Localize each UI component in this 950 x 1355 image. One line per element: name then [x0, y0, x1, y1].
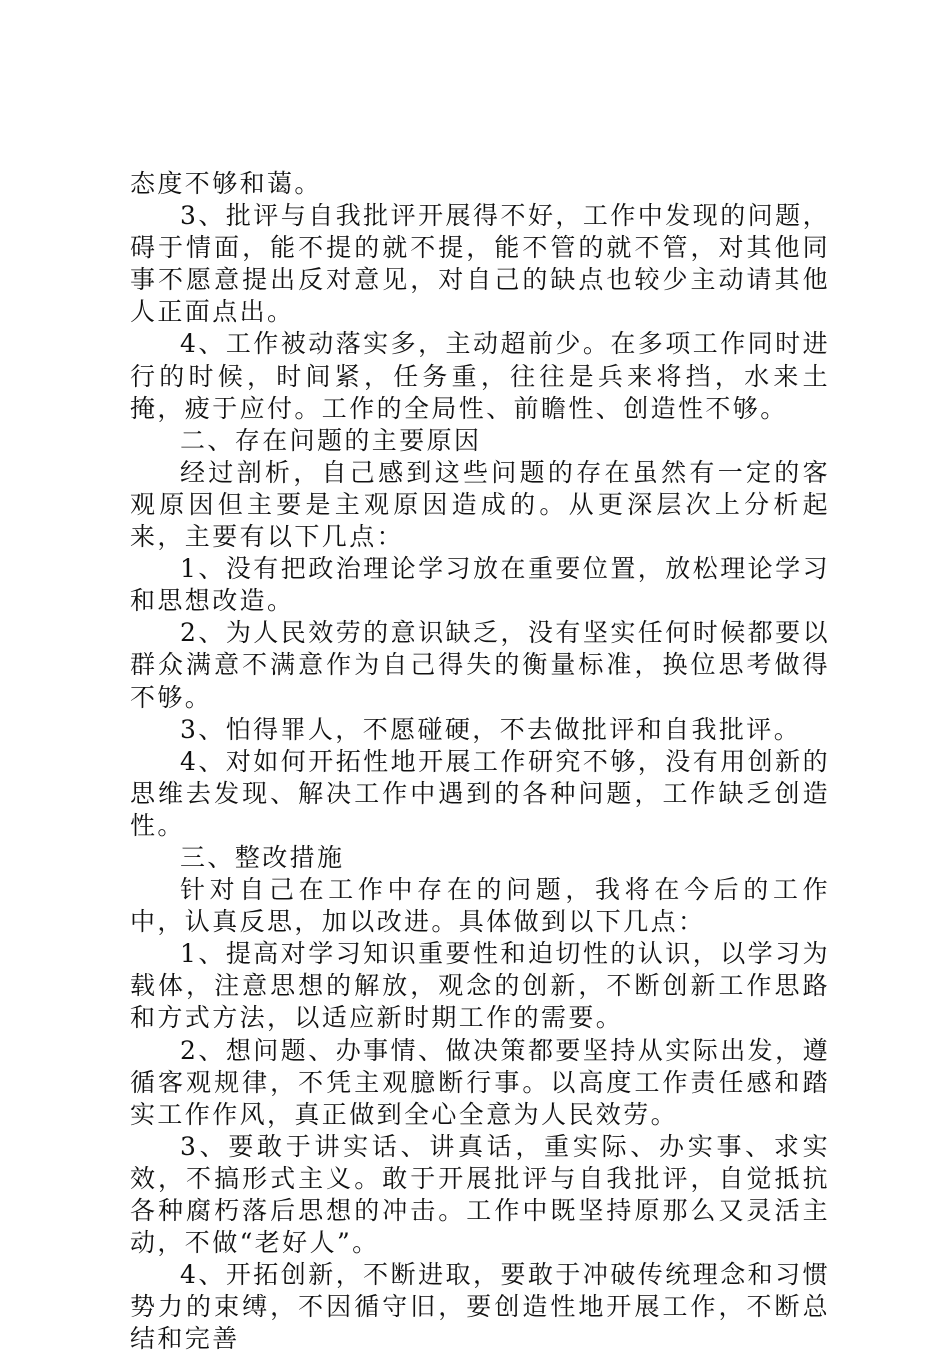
- paragraph-measure-1: 1、提高对学习知识重要性和迫切性的认识，以学习为载体，注意思想的解放，观念的创新，不断创新工作思路和方式方法，以适应新时期工作的需要。: [130, 939, 830, 1033]
- paragraph-cause-3: 3、怕得罪人，不愿碰硬，不去做批评和自我批评。: [180, 714, 802, 744]
- paragraph-measures-intro: 针对自己在工作中存在的问题，我将在今后的工作中，认真反思，加以改进。具体做到以下几点：: [130, 875, 830, 937]
- paragraph-cause-1: 1、没有把政治理论学习放在重要位置，放松理论学习和思想改造。: [130, 554, 830, 616]
- paragraph-measure-3: 3、要敢于讲实话、讲真话，重实际、办实事、求实效，不搞形式主义。敢于开展批评与自我批评，自觉抵抗各种腐朽落后思想的冲击。工作中既坚持原那么又灵活主动，不做“老好人”。: [130, 1131, 830, 1258]
- paragraph-measure-2: 2、想问题、办事情、做决策都要坚持从实际出发，遵循客观规律，不凭主观臆断行事。以高度工作责任感和踏实工作作风，真正做到全心全意为人民效劳。: [130, 1035, 830, 1129]
- paragraph-cause-4: 4、对如何开拓性地开展工作研究不够，没有用创新的思维去发现、解决工作中遇到的各种问题，工作缺乏创造性。: [130, 746, 830, 840]
- section-heading-measures: 三、整改措施: [180, 842, 345, 872]
- paragraph-measure-4: 4、开拓创新，不断进取，要敢于冲破传统理念和习惯势力的束缚，不因循守旧，要创造性地开展工作，不断总结和完善: [130, 1260, 830, 1354]
- document-body: [130, 168, 830, 1355]
- paragraph-item-3-criticism: 3、批评与自我批评开展得不好，工作中发现的问题，碍于情面，能不提的就不提，能不管的就不管，对其他同事不愿意提出反对意见，对自己的缺点也较少主动请其他人正面点出。: [130, 201, 830, 327]
- paragraph-item-4-passive-work: 4、工作被动落实多，主动超前少。在多项工作同时进行的时候，时间紧，任务重，往往是兵来将挡，水来土掩，疲于应付。工作的全局性、前瞻性、创造性不够。: [130, 329, 830, 423]
- paragraph-causes-intro: 经过剖析，自己感到这些问题的存在虽然有一定的客观原因但主要是主观原因造成的。从更深层次上分析起来，主要有以下几点：: [130, 457, 830, 552]
- section-heading-causes: 二、存在问题的主要原因: [180, 425, 482, 455]
- paragraph-cause-2: 2、为人民效劳的意识缺乏，没有坚实任何时候都要以群众满意不满意作为自己得失的衡量标准，换位思考做得不够。: [130, 618, 830, 712]
- paragraph-continuation: 态度不够和蔼。: [130, 169, 322, 198]
